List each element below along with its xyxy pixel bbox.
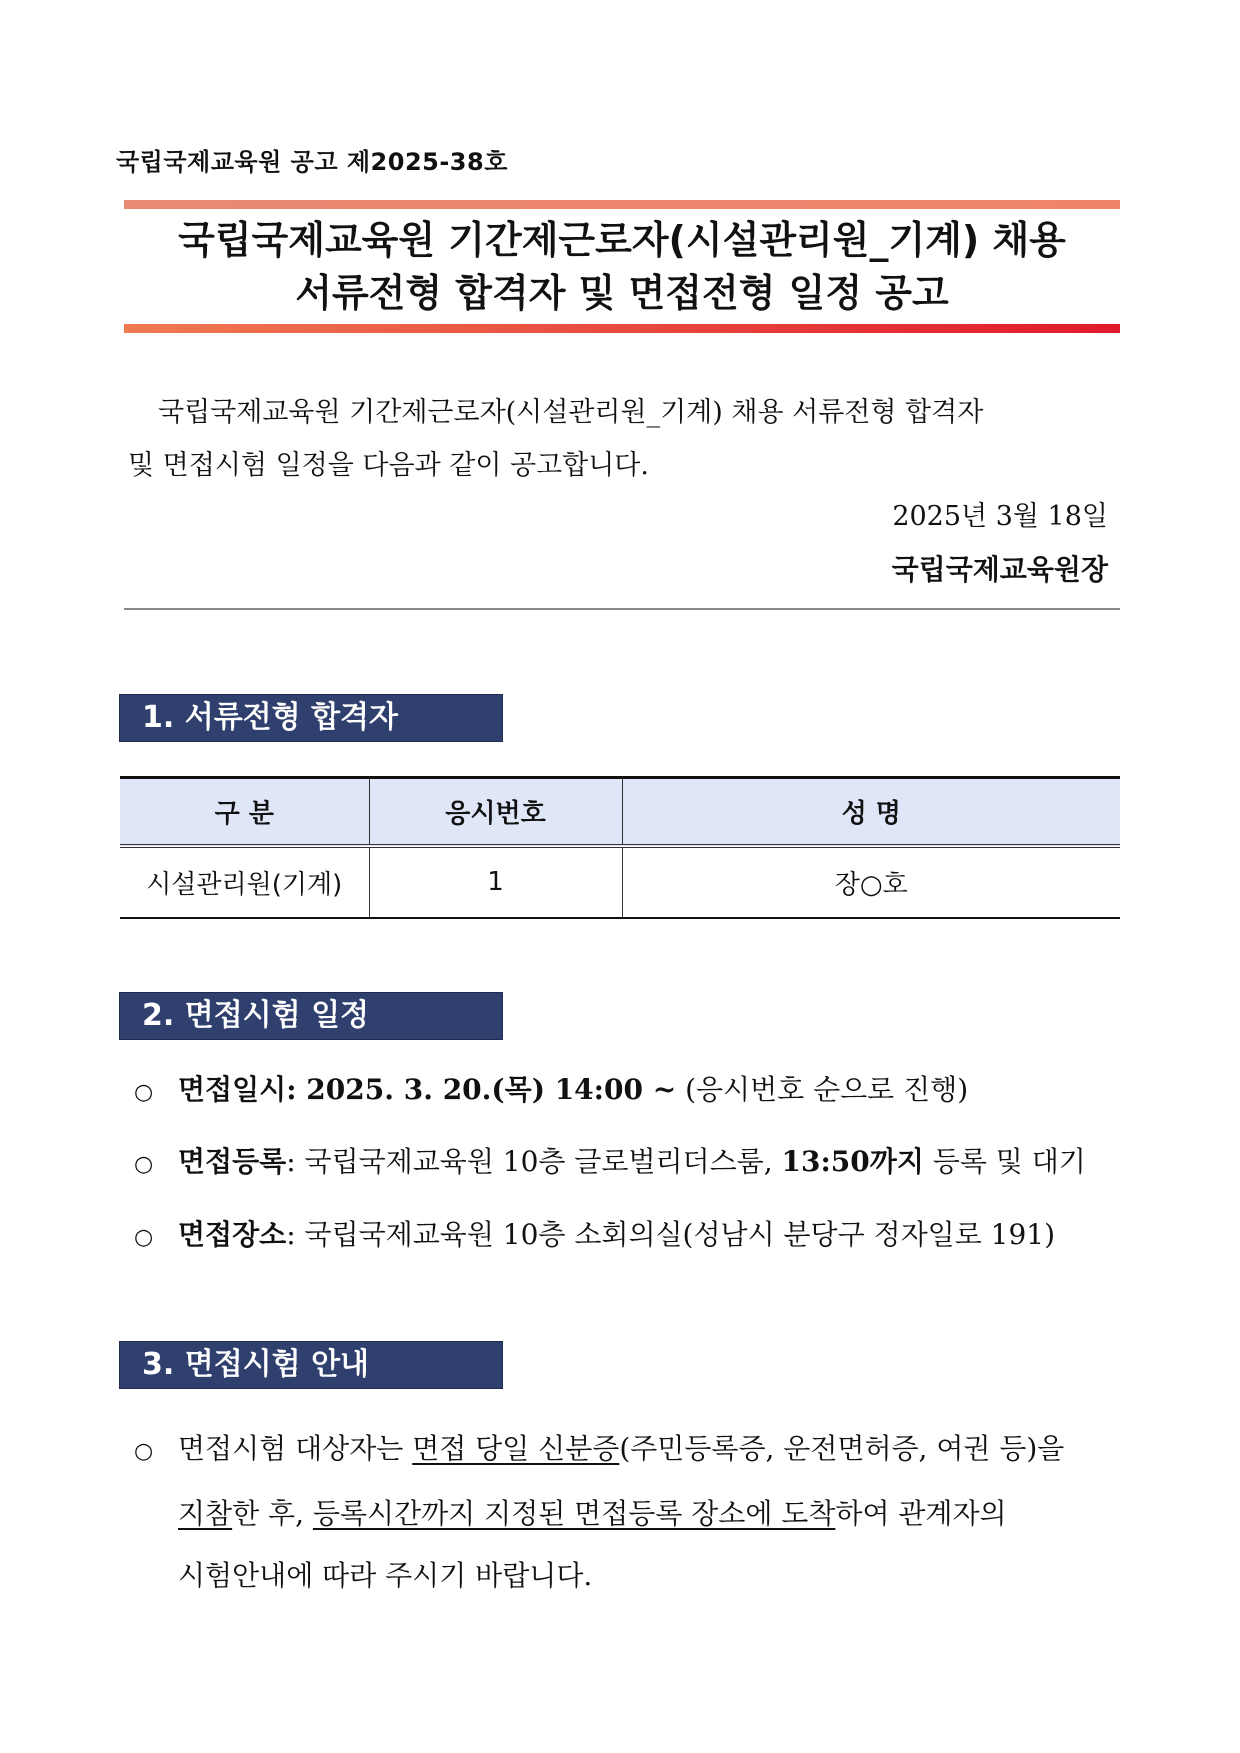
- bullet-circle-icon: ○: [134, 1080, 154, 1105]
- intro-line-1: 국립국제교육원 기간제근로자(시설관리원_기계) 채용 서류전형 합격자: [158, 397, 984, 428]
- register-time: 13:50까지: [781, 1145, 924, 1178]
- schedule-datetime: [134, 1068, 1124, 1108]
- notice-number: 국립국제교육원 공고 제2025-38호: [116, 148, 508, 176]
- bullet-circle-icon: ○: [134, 1152, 154, 1177]
- guide-text-2b: 하여 관계자의: [835, 1497, 1007, 1530]
- title-top-bar: [124, 200, 1120, 209]
- table-header-row: [120, 778, 1120, 846]
- guide-underline-bring: 지참: [178, 1497, 233, 1530]
- section-heading-2: 2. 면접시험 일정: [119, 992, 503, 1040]
- guide-underline-arrive: 등록시간까지 지정된 면접등록 장소에 도착: [312, 1497, 836, 1530]
- place-value: : 국립국제교육원 10층 소회의실(성남시 분당구 정자일로 191): [286, 1218, 1056, 1251]
- guide-line-2: [134, 1483, 1126, 1545]
- page-title: [124, 214, 1120, 320]
- guide-line-3: 시험안내에 따라 주시기 바랍니다.: [178, 1559, 593, 1592]
- bullet-circle-icon: ○: [134, 1439, 154, 1464]
- title-line-2: 서류전형 합격자 및 면접전형 일정 공고: [295, 271, 949, 315]
- result-table: [120, 776, 1120, 919]
- header-applicant-no: 응시번호: [369, 778, 622, 846]
- cell-category: 시설관리원(기계): [120, 846, 369, 918]
- title-line-1: 국립국제교육원 기간제근로자(시설관리원_기계) 채용: [178, 218, 1066, 262]
- cell-applicant-no: 1: [369, 846, 622, 918]
- guide-line-1: [134, 1418, 1126, 1483]
- divider: [124, 608, 1120, 610]
- schedule-register: [134, 1140, 1124, 1180]
- section-heading-3: 3. 면접시험 안내: [119, 1341, 503, 1389]
- table-row: [120, 846, 1120, 918]
- title-bottom-bar: [124, 324, 1120, 333]
- section-heading-1: 1. 서류전형 합격자: [119, 694, 503, 742]
- register-value-c: 등록 및 대기: [923, 1145, 1086, 1178]
- notice-date: 2025년 3월 18일: [892, 501, 1108, 532]
- header-name: 성 명: [622, 778, 1120, 846]
- signer: 국립국제교육원장: [891, 553, 1108, 586]
- register-label: 면접등록: [178, 1145, 287, 1178]
- register-value-a: : 국립국제교육원 10층 글로벌리더스룸,: [286, 1145, 782, 1178]
- guide-text-1b: (주민등록증, 운전면허증, 여권 등)을: [619, 1432, 1065, 1465]
- guide-text-2a: 한 후,: [232, 1497, 313, 1530]
- guide-underline-id: 면접 당일 신분증: [412, 1432, 620, 1465]
- header-category: 구 분: [120, 778, 369, 846]
- datetime-value: : 2025. 3. 20.(목) 14:00 ~: [286, 1073, 677, 1106]
- schedule-place: [134, 1213, 1124, 1253]
- datetime-note: (응시번호 순으로 진행): [676, 1073, 969, 1106]
- cell-name: 장○호: [622, 846, 1120, 918]
- guide-paragraph: [134, 1418, 1126, 1607]
- intro-paragraph: [128, 386, 1116, 492]
- datetime-label: 면접일시: [178, 1073, 287, 1106]
- bullet-circle-icon: ○: [134, 1225, 154, 1250]
- guide-text-1a: 면접시험 대상자는: [178, 1432, 413, 1465]
- intro-line-2: 및 면접시험 일정을 다음과 같이 공고합니다.: [128, 450, 649, 481]
- place-label: 면접장소: [178, 1218, 287, 1251]
